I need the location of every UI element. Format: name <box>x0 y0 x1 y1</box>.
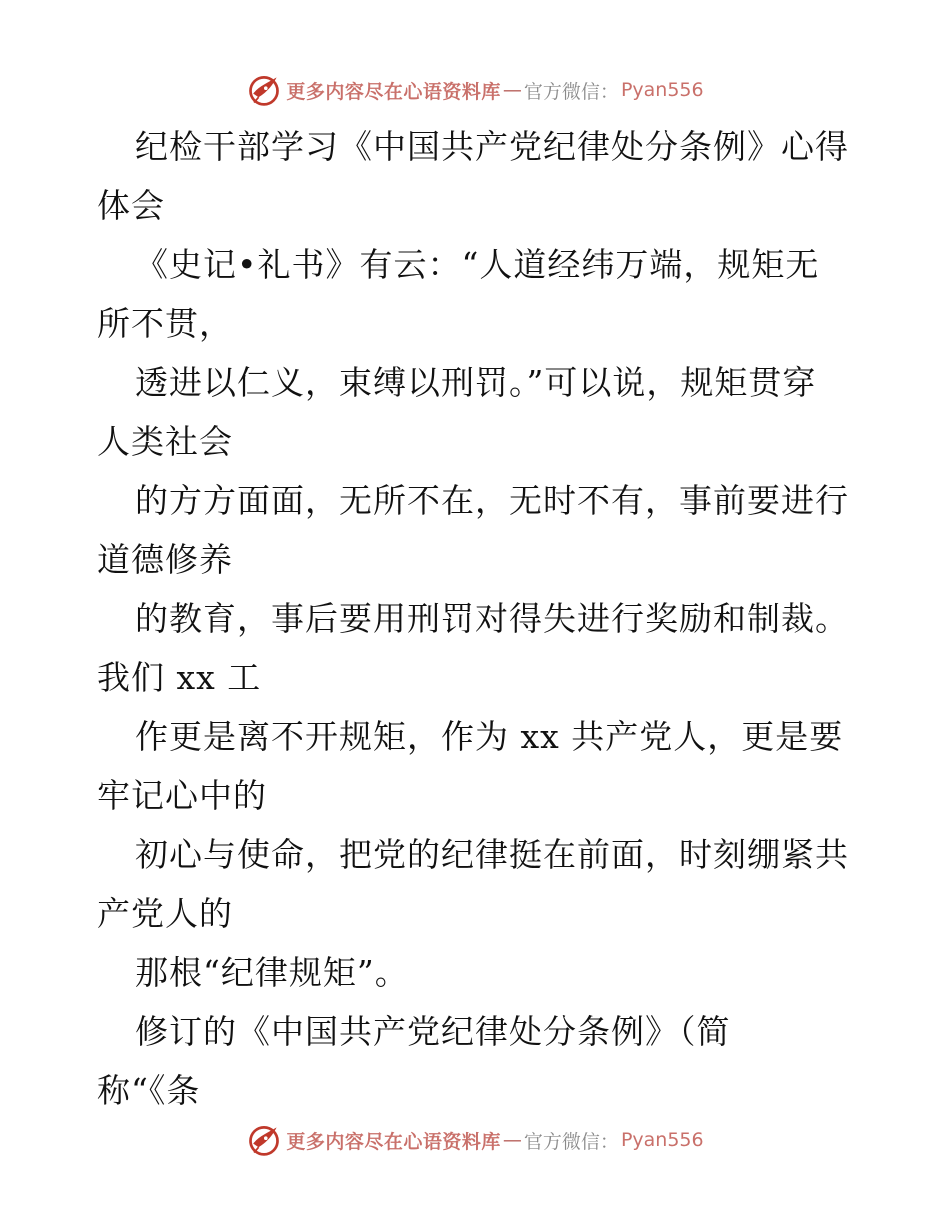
header-banner <box>0 70 950 110</box>
banner-wechat-label: 官方微信： <box>523 80 619 103</box>
banner-brand-text: 更多内容尽在心语资料库 <box>286 80 501 103</box>
banner-wechat-id: Pyan556 <box>620 1129 704 1151</box>
pen-nib-logo-icon <box>246 1122 282 1158</box>
footer-banner <box>0 1120 950 1160</box>
banner-wechat-id: Pyan556 <box>620 79 704 101</box>
doc-line: 人类社会 <box>97 422 233 461</box>
banner-brand-text: 更多内容尽在心语资料库 <box>286 1130 501 1153</box>
doc-line: 道德修养 <box>97 540 233 579</box>
banner-separator: — <box>502 1129 522 1151</box>
banner-wechat-label: 官方微信： <box>523 1130 619 1153</box>
doc-line: 的教育，事后要用刑罚对得失进行奖励和制裁。 <box>135 599 849 638</box>
doc-line: 的方方面面，无所不在，无时不有，事前要进行 <box>135 481 849 520</box>
doc-line: 《史记•礼书》有云：“人道经纬万端，规矩无 <box>135 245 820 284</box>
doc-line: 纪检干部学习《中国共产党纪律处分条例》心得 <box>135 127 849 166</box>
doc-line: 作更是离不开规矩，作为 xx 共产党人，更是要 <box>135 717 844 756</box>
doc-line: 牢记心中的 <box>97 776 267 815</box>
doc-line: 我们 xx 工 <box>97 658 262 697</box>
banner-separator: — <box>502 79 522 101</box>
pen-nib-logo-icon <box>246 72 282 108</box>
doc-line: 所不贯， <box>97 304 233 343</box>
doc-line: 体会 <box>97 186 165 225</box>
doc-line: 修订的《中国共产党纪律处分条例》（简 <box>135 1012 731 1051</box>
doc-line: 初心与使命，把党的纪律挺在前面，时刻绷紧共 <box>135 835 849 874</box>
doc-line: 称“《条 <box>97 1071 201 1110</box>
doc-line: 产党人的 <box>97 894 233 933</box>
document-body <box>97 117 867 1120</box>
doc-line: 那根“纪律规矩”。 <box>135 953 409 992</box>
doc-line: 透进以仁义，束缚以刑罚。”可以说，规矩贯穿 <box>135 363 817 402</box>
